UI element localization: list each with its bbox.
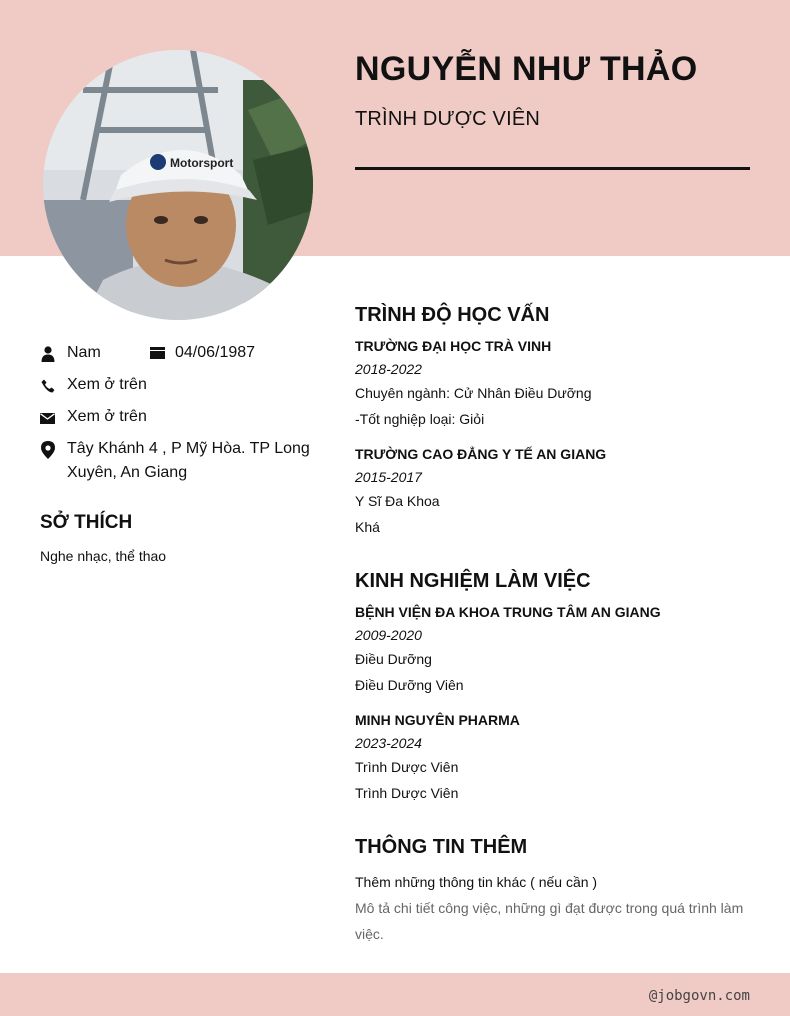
phone-icon xyxy=(40,377,55,395)
job-detail: Trình Dược Viên xyxy=(355,785,459,801)
email-row xyxy=(40,408,147,429)
school-detail: Khá xyxy=(355,519,380,535)
experience-section xyxy=(355,570,750,819)
dob-row xyxy=(150,344,255,362)
education-section xyxy=(355,304,750,553)
school-detail: -Tốt nghiệp loại: Giỏi xyxy=(355,411,485,427)
education-title: TRÌNH ĐỘ HỌC VẤN xyxy=(355,304,550,326)
additional-title: THÔNG TIN THÊM xyxy=(355,836,528,858)
company-name: BỆNH VIỆN ĐA KHOA TRUNG TÂM AN GIANG xyxy=(355,604,661,620)
experience-entry xyxy=(355,603,750,698)
location-icon xyxy=(40,441,55,459)
cap-text: Motorsport xyxy=(170,156,234,170)
gender-row xyxy=(40,344,101,365)
phone-row xyxy=(40,376,147,397)
person-icon xyxy=(40,345,55,363)
job-detail: Trình Dược Viên xyxy=(355,759,459,775)
phone-value: Xem ở trên xyxy=(67,376,147,393)
hobbies-title: SỞ THÍCH xyxy=(40,512,133,533)
company-name: MINH NGUYÊN PHARMA xyxy=(355,712,520,728)
address-row xyxy=(40,440,320,485)
school-detail: Chuyên ngành: Cử Nhân Điều Dưỡng xyxy=(355,385,592,401)
profile-photo xyxy=(43,50,313,320)
school-years: 2018-2022 xyxy=(355,361,422,377)
title-divider xyxy=(355,167,750,170)
job-detail: Điều Dưỡng Viên xyxy=(355,677,464,693)
school-name: TRƯỜNG ĐẠI HỌC TRÀ VINH xyxy=(355,338,552,354)
education-entry xyxy=(355,445,750,540)
additional-line: Thêm những thông tin khác ( nếu cần ) xyxy=(355,874,598,890)
dob-value: 04/06/1987 xyxy=(175,344,256,361)
candidate-role: TRÌNH DƯỢC VIÊN xyxy=(355,108,541,130)
school-detail: Y Sĩ Đa Khoa xyxy=(355,493,440,509)
candidate-name: NGUYỄN NHƯ THẢO xyxy=(355,50,698,88)
gender-value: Nam xyxy=(67,344,101,361)
calendar-icon xyxy=(150,344,165,362)
address-value: Tây Khánh 4 , P Mỹ Hòa. TP Long Xuyên, An Giang xyxy=(67,440,310,481)
email-value: Xem ở trên xyxy=(67,408,147,425)
education-entry xyxy=(355,337,750,432)
job-detail: Điều Dưỡng xyxy=(355,651,432,667)
additional-description: Mô tả chi tiết công việc, những gì đạt được trong quá trình làm việc. xyxy=(355,900,744,942)
experience-title: KINH NGHIỆM LÀM VIỆC xyxy=(355,570,591,592)
additional-section xyxy=(355,836,750,947)
school-name: TRƯỜNG CAO ĐẲNG Y TẾ AN GIANG xyxy=(355,446,607,462)
school-years: 2015-2017 xyxy=(355,469,422,485)
experience-entry xyxy=(355,711,750,806)
footer-brand: @jobgovn.com xyxy=(648,988,750,1004)
company-years: 2009-2020 xyxy=(355,627,422,643)
company-years: 2023-2024 xyxy=(355,735,422,751)
email-icon xyxy=(40,409,55,427)
hobbies-text: Nghe nhạc, thể thao xyxy=(40,548,167,564)
